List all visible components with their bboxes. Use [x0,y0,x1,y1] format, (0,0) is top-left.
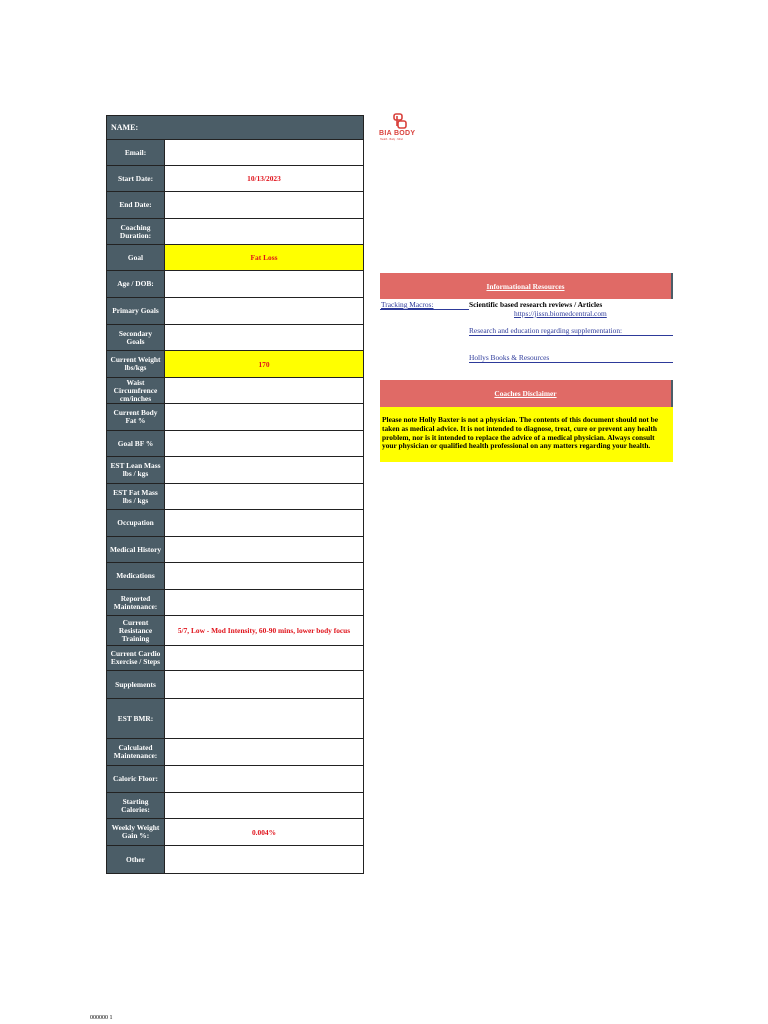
form-row [107,699,363,739]
form-row-value[interactable]: 5/7, Low - Mod Intensity, 60-90 mins, lower body focus [177,626,351,635]
hollys-books-link[interactable]: Hollys Books & Resources [469,353,550,362]
form-row-label: EST BMR: [107,699,165,738]
form-row-value[interactable] [165,140,363,165]
form-row-value[interactable] [165,219,363,244]
logo-tagline: Health · Body · Mind [380,138,403,141]
form-row-value[interactable]: Fat Loss [165,245,363,270]
form-row-value[interactable] [165,431,363,456]
form-row [107,166,363,192]
form-row-label: Secondary Goals [107,325,165,350]
form-row-label: Starting Calories: [107,793,165,818]
form-row-label: Start Date: [107,166,165,191]
form-row-label: Age / DOB: [107,271,165,297]
form-row-value[interactable] [165,699,363,738]
form-row-label: EST Fat Mass lbs / kgs [107,484,165,509]
form-row-label: Primary Goals [107,298,165,324]
form-row-value[interactable] [165,646,363,670]
form-row-value[interactable] [165,484,363,509]
page-footer: 000000 1 [90,1015,113,1021]
form-row-value[interactable] [165,590,363,615]
form-row-label: Current Resistance Training [107,616,165,645]
form-row-value[interactable] [165,793,363,818]
form-row-value[interactable] [165,671,363,698]
supplementation-link[interactable]: Research and education regarding supplementation: [469,326,623,335]
form-row-label: EST Lean Mass lbs / kgs [107,457,165,483]
form-row-label: End Date: [107,192,165,218]
informational-resources-title: Informational Resources [486,281,565,291]
tracking-macros-underline [380,309,469,310]
form-row-value[interactable] [165,510,363,536]
form-row [107,351,363,378]
form-row-label: Occupation [107,510,165,536]
form-row-value[interactable] [165,192,363,218]
bia-body-logo [379,113,423,143]
form-row [107,140,363,166]
logo-mark-icon [393,113,407,129]
form-row-label: Waist Circumfrence cm/inches [107,378,165,403]
form-row [107,510,363,537]
form-row-value[interactable] [165,537,363,562]
form-row [107,766,363,793]
form-row-value[interactable]: 170 [165,351,363,377]
jissn-link[interactable]: https://jissn.biomedcentral.com [514,309,607,318]
coaches-disclaimer-header [380,380,673,407]
form-row [107,245,363,271]
form-row-label: Current Cardio Exercise / Steps [107,646,165,670]
form-row-value[interactable] [165,457,363,483]
form-row-label: Weekly Weight Gain %: [107,819,165,845]
form-row [107,590,363,616]
form-row-label: Email: [107,140,165,165]
form-row-label: Current Weight lbs/kgs [107,351,165,377]
form-row [107,846,363,873]
form-row [107,616,363,646]
form-row [107,793,363,819]
form-row-label: Medical History [107,537,165,562]
form-row [107,484,363,510]
form-row [107,271,363,298]
form-row-value[interactable] [165,298,363,324]
logo-text: BIA BODY [379,130,416,137]
form-row [107,457,363,484]
form-row-label: Reported Maintenance: [107,590,165,615]
form-row-value[interactable]: 10/13/2023 [247,174,281,183]
form-row-label: Coaching Duration: [107,219,165,244]
form-row [107,537,363,563]
scientific-research-text: Scientific based research reviews / Articles [469,300,603,309]
form-row [107,671,363,699]
form-row [107,404,363,431]
coaches-disclaimer-title: Coaches Disclaimer [494,389,557,398]
form-row-label: Other [107,846,165,873]
form-row [107,298,363,325]
form-row-label: Medications [107,563,165,589]
form-row [107,192,363,219]
form-row-value[interactable] [165,404,363,430]
name-label: NAME: [111,123,139,132]
form-row-value[interactable] [165,563,363,589]
form-row-value[interactable] [165,739,363,765]
informational-resources-header [380,273,673,299]
form-row-value[interactable] [165,325,363,350]
form-row [107,646,363,671]
form-row-value[interactable]: 0.004% [251,827,277,837]
form-row-label: Caloric Floor: [107,766,165,792]
form-row-value[interactable] [165,378,363,403]
form-row-label: Calculated Maintenance: [107,739,165,765]
client-intake-form [106,115,364,874]
form-row [107,431,363,457]
form-row [107,219,363,245]
form-row-label: Goal [107,245,165,270]
form-row-value[interactable] [165,271,363,297]
tracking-macros-link[interactable]: Tracking Macros: [381,300,434,309]
form-row [107,739,363,766]
hollys-books-underline [469,362,673,363]
name-row[interactable] [107,116,363,140]
form-row [107,819,363,846]
form-row [107,325,363,351]
form-row-label: Goal BF % [107,431,165,456]
supplementation-underline [469,335,673,336]
form-row-label: Supplements [107,671,165,698]
form-row-value[interactable] [165,846,363,873]
disclaimer-text: Please note Holly Baxter is not a physician. The contents of this document should not be taken as medical advice. It is not intended to diagnose, treat, cure or prevent any health problem, nor is it intended to replace the advice of a medical physician. Always consult your physician or qualified health professional on any matters regarding your health. [380,407,673,462]
form-row [107,563,363,590]
form-row [107,378,363,404]
form-row-label: Current Body Fat % [107,404,165,430]
form-row-value[interactable] [165,766,363,792]
